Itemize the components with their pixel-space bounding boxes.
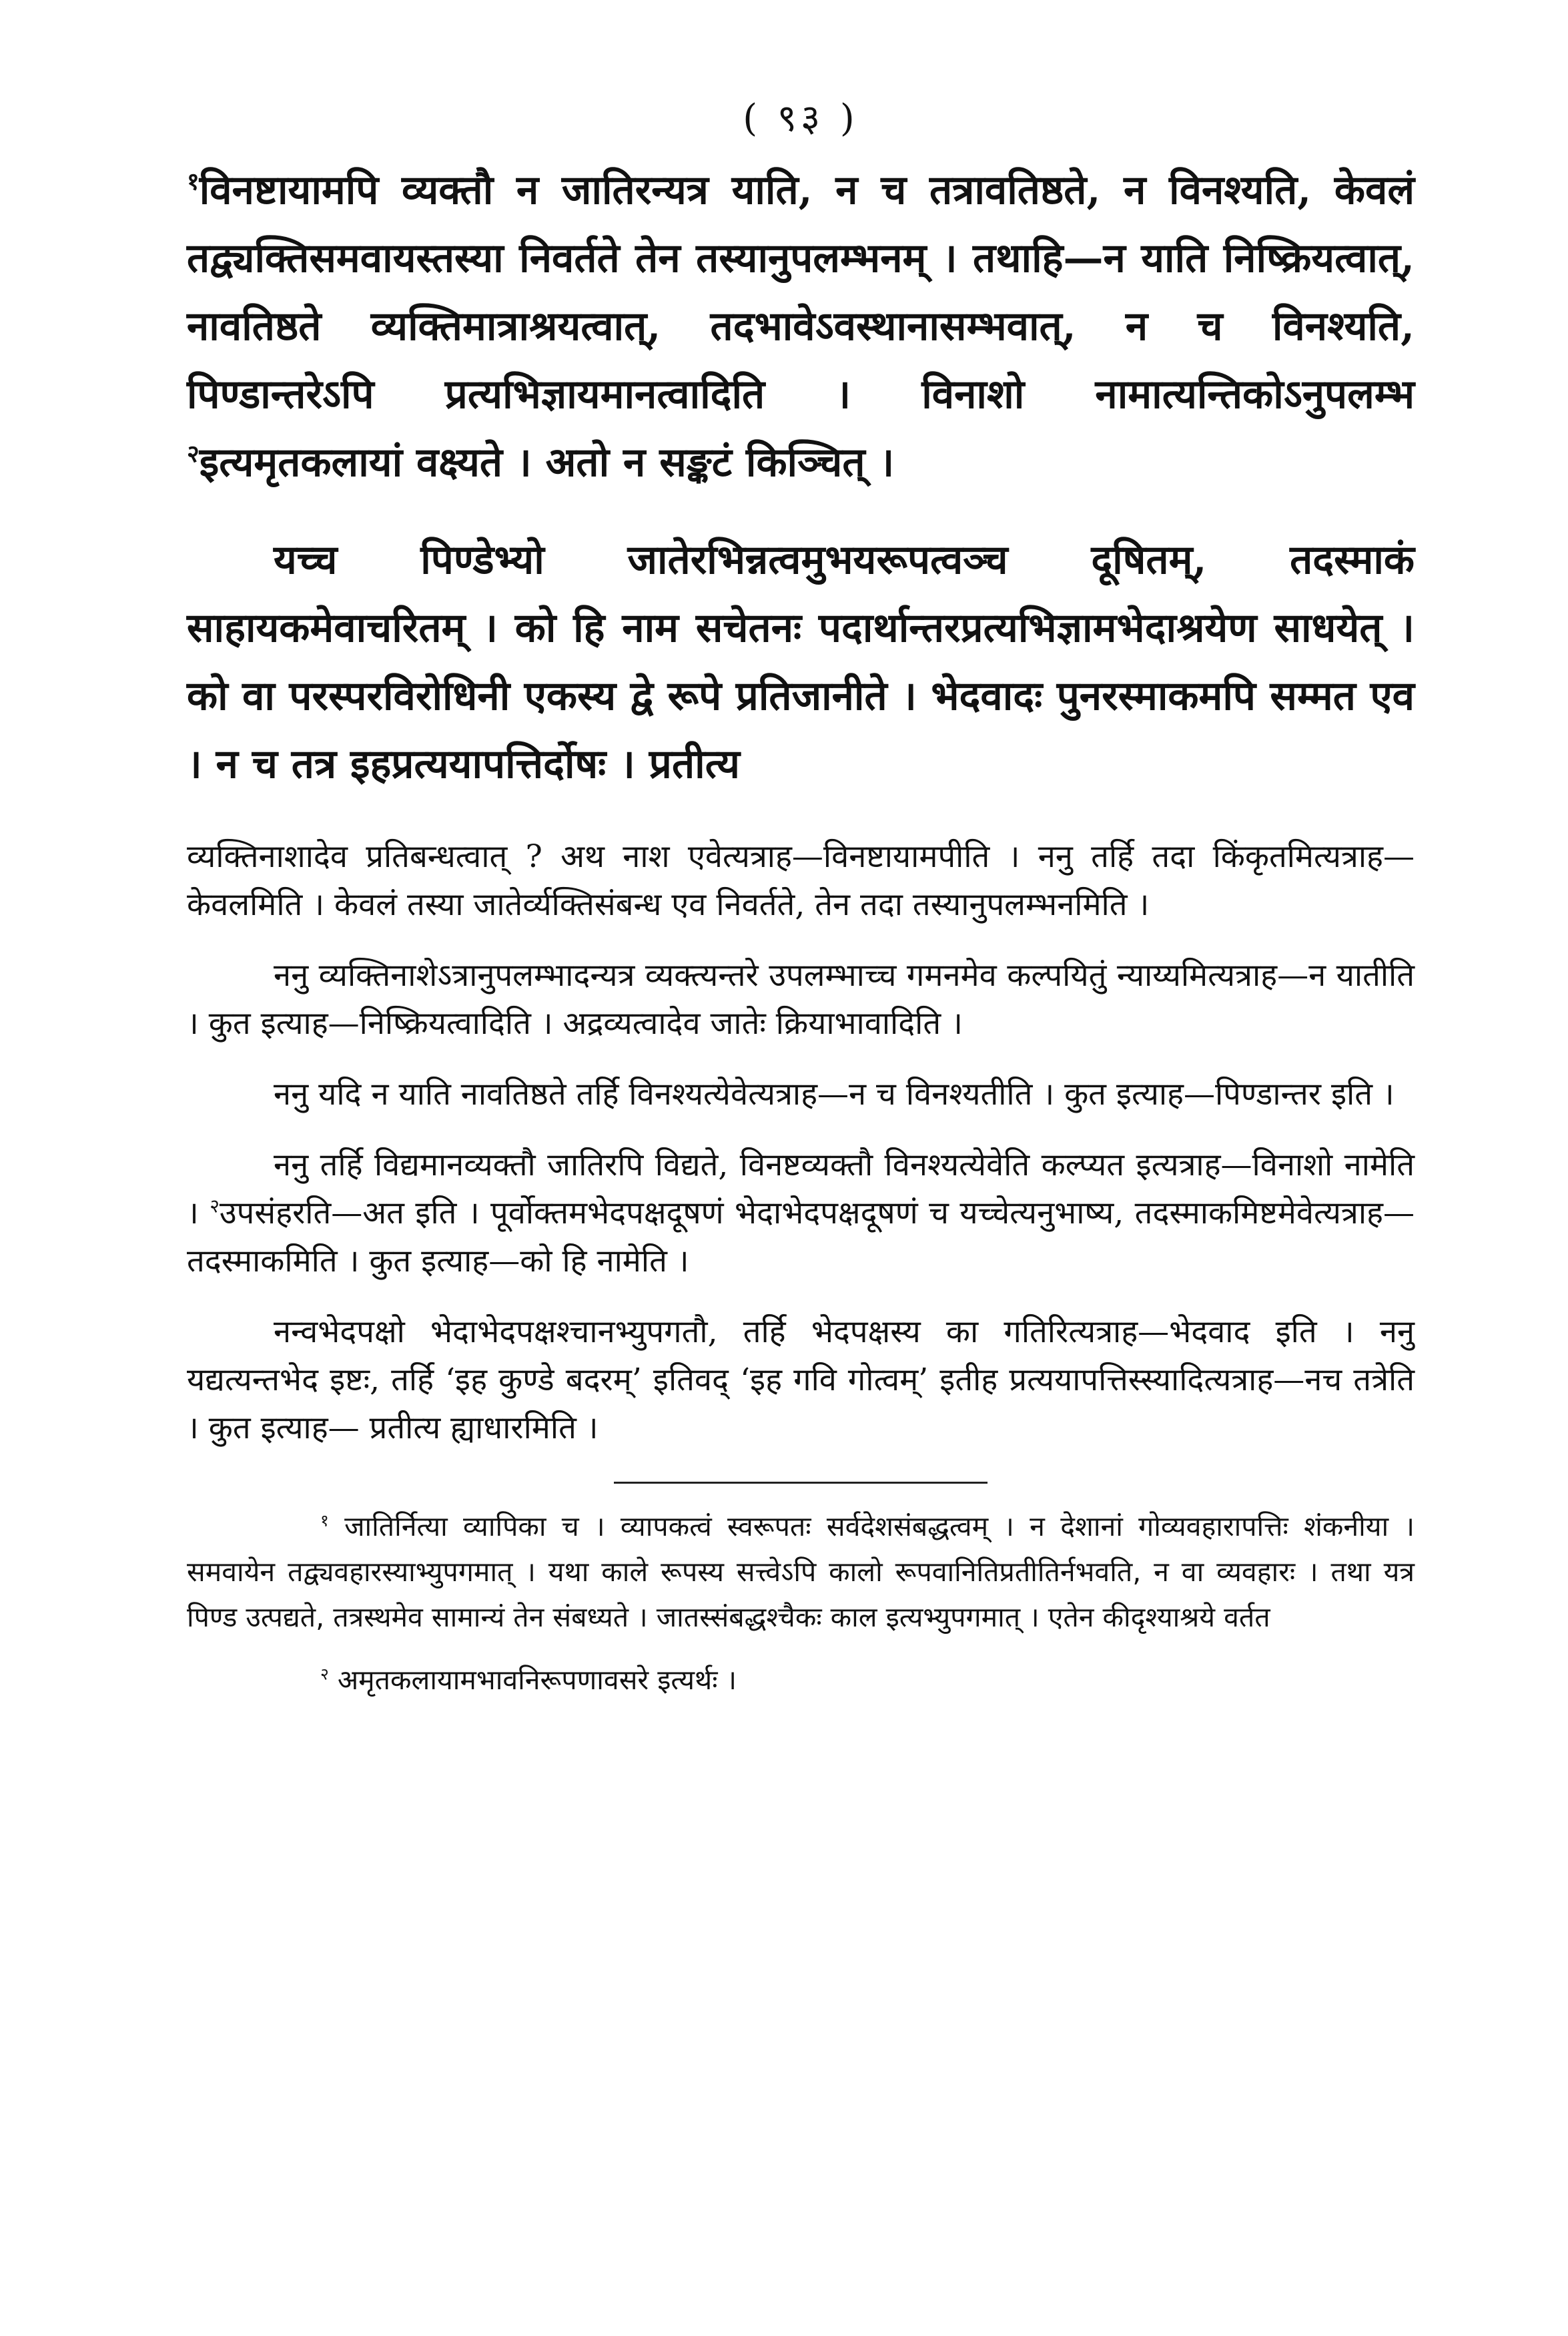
- main-paragraph-1-tail: इत्यमृतकलायां वक्ष्यते । अतो न सङ्कटं किञ्चित् ।: [199, 439, 895, 486]
- main-paragraph-2: यच्च पिण्डेभ्यो जातेरभिन्नत्वमुभयरूपत्वञ्च दूषितम्, तदस्माकं साहायकमेवाचरितम् । को हि नाम सचेतनः पदार्थान्तरप्रत्यभिज्ञामभेदाश्रयेण साधयेत् । को वा परस्परविरोधिनी एकस्य द्वे रूपे प्रतिजानीते । भेदवादः पुनरस्माकमपि सम्मत एव । न च तत्र इहप्रत्ययापत्तिर्दोषः । प्रतीत्य: [187, 537, 1415, 788]
- footnote-2: [187, 1657, 1415, 1703]
- footnote-2-text: अमृतकलायामभावनिरूपणावसरे इत्यर्थः ।: [337, 1664, 737, 1696]
- commentary-paragraph-1: व्यक्तिनाशादेव प्रतिबन्धत्वात् ? अथ नाश एवेत्यत्राह—विनष्टायामपीति । ननु तर्हि तदा किंकृतमित्यत्राह—केवलमिति । केवलं तस्या जातेर्व्यक्तिसंबन्ध एव निवर्तते, तेन तदा तस्यानुपलम्भनमिति ।: [187, 838, 1415, 923]
- commentary-footnote-ref-2: २: [210, 1195, 220, 1217]
- footnote-1: [187, 1504, 1415, 1640]
- main-text: [187, 156, 1415, 798]
- main-paragraph-1-text: विनष्टायामपि व्यक्तौ न जातिरन्यत्र याति, न च तत्रावतिष्ठते, न विनश्यति, केवलं तद्व्यक्तिसमवायस्तस्या निवर्तते तेन तस्यानुपलम्भनम् । तथाहि—न याति निष्क्रियत्वात्, नावतिष्ठते व्यक्तिमात्राश्रयत्वात्, तदभावेऽवस्थानासम्भवात्, न च विनश्यति, पिण्डान्तरेऽपि प्रत्यभिज्ञायमानत्वादिति । विनाशो नामात्यन्तिकोऽनुपलम्भ: [187, 167, 1415, 418]
- page-number: ( ९३ ): [743, 97, 859, 140]
- footnote-1-marker: १: [320, 1510, 329, 1530]
- book-page: [187, 97, 1415, 2276]
- footnotes: [187, 1504, 1415, 1703]
- footnote-ref-2: २: [187, 440, 200, 468]
- commentary-paragraph-4-b: उपसंहरति—अत इति । पूर्वोक्तमभेदपक्षदूषणं भेदाभेदपक्षदूषणं च यच्चेत्यनुभाष्य, तदस्माकमिष्टमेवेत्यत्राह—तदस्माकमिति । कुत इत्याह—को हि नामेति ।: [187, 1195, 1415, 1279]
- footnote-ref-1: १: [187, 168, 200, 196]
- commentary-paragraph-2: ननु व्यक्तिनाशेऽत्रानुपलम्भादन्यत्र व्यक्त्यन्तरे उपलम्भाच्च गमनमेव कल्पयितुं न्याय्यमित्यत्राह—न यातीति । कुत इत्याह—निष्क्रियत्वादिति । अद्रव्यत्वादेव जातेः क्रियाभावादिति ।: [187, 957, 1415, 1042]
- footnote-1-text: जातिर्नित्या व्यापिका च । व्यापकत्वं स्वरूपतः सर्वदेशसंबद्धत्वम् । न देशानां गोव्यवहारापत्तिः शंकनीया । समवायेन तद्व्यवहारस्याभ्युपगमात् । यथा काले रूपस्य सत्त्वेऽपि कालो रूपवानितिप्रतीतिर्नभवति, न वा व्यवहारः । तथा यत्र पिण्ड उत्पद्यते, तत्रस्थमेव सामान्यं तेन संबध्यते । जातस्संबद्धश्चैकः काल इत्यभ्युपगमात् । एतेन कीदृश्याश्रये वर्तत: [187, 1510, 1415, 1633]
- commentary-paragraph-3: ननु यदि न याति नावतिष्ठते तर्हि विनश्यत्येवेत्यत्राह—न च विनश्यतीति । कुत इत्याह—पिण्डान्तर इति ।: [274, 1076, 1395, 1113]
- commentary-paragraph-4: [187, 1141, 1415, 1285]
- footnote-divider: [614, 1482, 988, 1484]
- commentary-paragraph-5: नन्वभेदपक्षो भेदाभेदपक्षश्चानभ्युपगतौ, तर्हि भेदपक्षस्य का गतिरित्यत्राह—भेदवाद इति । ननु यद्यत्यन्तभेद इष्टः, तर्हि ‘इह कुण्डे बदरम्’ इतिवद् ‘इह गवि गोत्वम्’ इतीह प्रत्ययापत्तिस्स्यादित्यत्राह—नच तत्रेति । कुत इत्याह— प्रतीत्य ह्याधारमिति ।: [187, 1313, 1415, 1446]
- main-paragraph-1: [187, 156, 1415, 497]
- footnote-2-marker: २: [320, 1664, 329, 1684]
- commentary-paragraph-4-a: ननु तर्हि विद्यमानव्यक्तौ जातिरपि विद्यते, विनष्टव्यक्तौ विनश्यत्येवेति कल्प्यत इत्यत्राह—विनाशो नामेति ।: [187, 1147, 1415, 1231]
- commentary: [187, 833, 1415, 1452]
